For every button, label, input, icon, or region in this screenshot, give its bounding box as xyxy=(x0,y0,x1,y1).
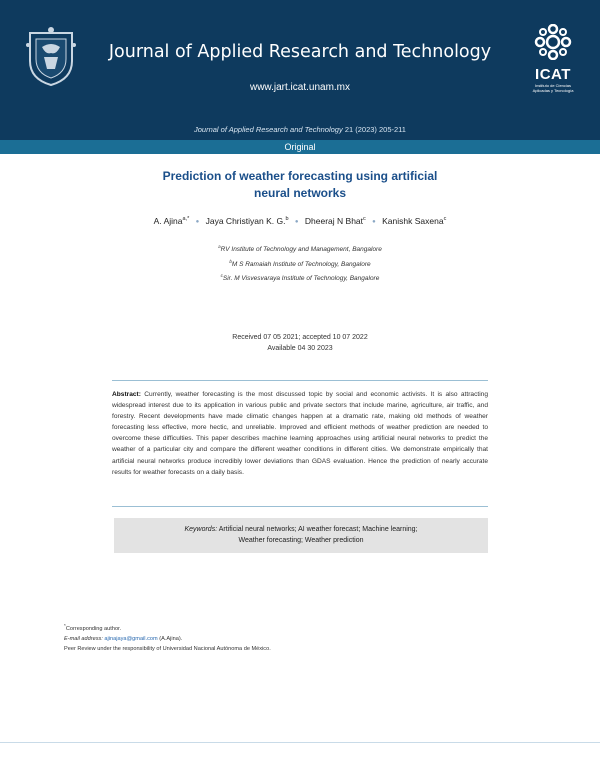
author-sup: c xyxy=(363,216,366,223)
journal-title: Journal of Applied Research and Technology xyxy=(108,42,492,62)
footnote-sup: * xyxy=(64,623,66,628)
abstract-bottom-divider xyxy=(112,506,488,507)
article-type-bar: Original xyxy=(0,140,600,154)
author-list xyxy=(0,216,600,226)
author-sup: a,* xyxy=(182,216,190,223)
author-sup: b xyxy=(285,216,289,223)
icat-logo-subtext-1: Instituto de Ciencias xyxy=(534,83,572,88)
author-name: Kanishk Saxena xyxy=(382,216,444,226)
journal-url-link[interactable]: www.jart.icat.unam.mx xyxy=(249,82,351,93)
icat-logo-text: ICAT xyxy=(535,66,571,83)
keywords-line-2: Weather forecasting; Weather prediction xyxy=(238,537,364,544)
affiliation-text: RV Institute of Technology and Management, Bangalore xyxy=(220,246,382,254)
corresponding-text: Corresponding author. xyxy=(65,625,122,632)
email-link[interactable]: ajinajaya@gmail.com xyxy=(104,635,158,642)
icat-logo xyxy=(528,24,578,94)
keywords-box xyxy=(114,518,488,553)
paper-title-line-2: neural networks xyxy=(253,186,347,200)
citation-details: 21 (2023) 205-211 xyxy=(344,125,406,134)
abstract-text: Currently, weather forecasting is the most discussed topic by social and economic activists. It is also attracting widespread interest due to its application in various public and private sectors that include marine, agriculture, air traffic, and forestry. Recent developments have made climatic changes happen at a dramatic rate, making old methods of weather forecasting less effective, more hectic, and unreliable. Improved and efficient methods of weather prediction are needed to overcome these difficulties. This paper describes machine learning approaches using artificial neural networks to predict the weather of a particular city and compare the different weather conditions in different cities. We demonstrate empirically that artificial neural networks produce incredibly lower deviations than GDAS evaluation. Hence the prediction of nearly accurate results for weather forecasts on a daily basis. xyxy=(112,391,489,476)
keywords-label: Keywords: xyxy=(184,526,218,533)
separator-dot-icon: ● xyxy=(294,219,299,225)
affiliation-text: Sir. M Visvesvaraya Institute of Technology, Bangalore xyxy=(222,275,380,283)
corresponding-author-note xyxy=(64,621,271,634)
email-label: E-mail address: xyxy=(64,635,103,642)
abstract xyxy=(112,389,488,478)
separator-dot-icon: ● xyxy=(195,219,200,225)
author-name: A. Ajina xyxy=(153,216,183,226)
affiliation-list xyxy=(0,241,600,285)
affiliation-sup: c xyxy=(220,273,223,279)
peer-review-note: Peer Review under the responsibility of Universidad Nacional Autónoma de México. xyxy=(64,645,271,652)
citation-line xyxy=(0,125,600,134)
author-sup: c xyxy=(443,216,447,223)
footnotes xyxy=(64,621,271,654)
article-dates xyxy=(0,332,600,354)
affiliation-text: M S Ramaiah Institute of Technology, Bangalore xyxy=(231,260,371,268)
available-date: Available 04 30 2023 xyxy=(267,345,333,352)
abstract-top-divider xyxy=(112,380,488,381)
author-name: Dheeraj N Bhat xyxy=(304,216,364,226)
paper-title-line-1: Prediction of weather forecasting using artificial xyxy=(162,169,438,183)
icat-logo-subtext-2: Aplicadas y Tecnología xyxy=(532,88,574,93)
paper-title xyxy=(130,168,470,202)
citation-journal: Journal of Applied Research and Technology xyxy=(194,125,343,134)
separator-dot-icon: ● xyxy=(372,219,376,225)
email-suffix: (A.Ajina). xyxy=(159,635,183,642)
abstract-label: Abstract: xyxy=(112,391,141,398)
affiliation-item xyxy=(0,270,600,285)
keywords-line-1 xyxy=(114,524,488,535)
email-note xyxy=(64,634,271,644)
author-name: Jaya Christiyan K. G. xyxy=(205,216,286,226)
affiliation-sup: a xyxy=(218,244,221,249)
affiliation-item xyxy=(0,256,600,271)
affiliation-item xyxy=(0,241,600,256)
journal-header xyxy=(0,0,600,140)
icat-emblem-icon xyxy=(534,24,572,60)
page-bottom-divider xyxy=(0,742,600,743)
received-accepted-dates: Received 07 05 2021; accepted 10 07 2022 xyxy=(232,334,368,341)
keywords-text-1: Artificial neural networks; AI weather forecast; Machine learning; xyxy=(218,526,418,533)
affiliation-sup: b xyxy=(229,258,232,264)
